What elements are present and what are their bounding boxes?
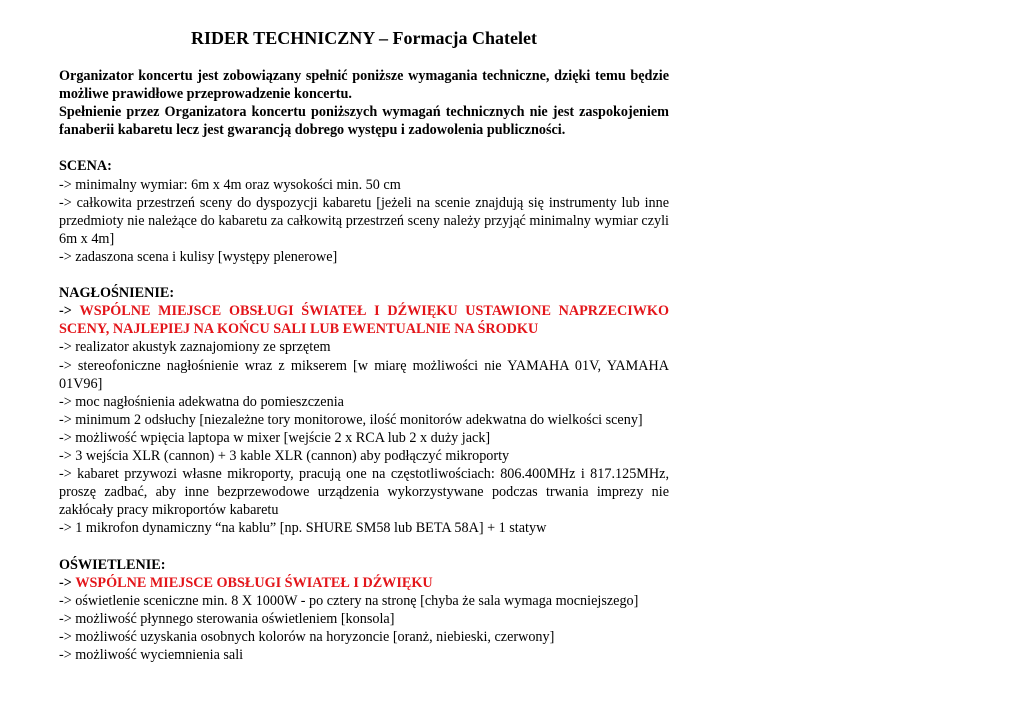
list-item: -> minimum 2 odsłuchy [niezależne tory monitorowe, ilość monitorów adekwatna do wielkości sceny] bbox=[59, 411, 643, 428]
list-item: -> 1 mikrofon dynamiczny “na kablu” [np. SHURE SM58 lub BETA 58A] + 1 statyw bbox=[59, 520, 547, 537]
list-item: -> stereofoniczne nagłośnienie wraz z mikserem [w miarę możliwości nie YAMAHA 01V, YAMAHA 01V96] bbox=[59, 357, 669, 392]
list-item: -> możliwość uzyskania osobnych kolorów na horyzoncie [oranż, niebieski, czerwony] bbox=[59, 628, 555, 645]
list-item: -> minimalny wymiar: 6m x 4m oraz wysokości min. 50 cm bbox=[59, 176, 401, 193]
arrow-marker: -> bbox=[59, 303, 72, 320]
list-item: -> oświetlenie sceniczne min. 8 X 1000W - po cztery na stronę [chyba że sala wymaga mocniejszego] bbox=[59, 592, 639, 609]
list-item: -> realizator akustyk zaznajomiony ze sprzętem bbox=[59, 339, 331, 356]
section-oswietlenie bbox=[59, 556, 669, 665]
list-item: -> możliwość płynnego sterowania oświetleniem [konsola] bbox=[59, 610, 395, 627]
list-item: -> moc nagłośnienia adekwatna do pomieszczenia bbox=[59, 393, 344, 410]
section-heading: NAGŁOŚNIENIE: bbox=[59, 285, 175, 302]
section-scena bbox=[59, 157, 669, 266]
section-naglosnienie bbox=[59, 284, 669, 537]
list-item: -> kabaret przywozi własne mikroporty, pracują one na częstotliwościach: 806.400MHz i 817.125MHz, proszę zadbać, aby inne bezprzewodowe urządzenia wykorzystywane podczas trwania imprezy nie zakłócały pracy mikroportów kabaretu bbox=[59, 466, 669, 519]
intro-paragraph-1: Organizator koncertu jest zobowiązany spełnić poniższe wymagania techniczne, dzięki temu będzie możliwe prawidłowe przeprowadzenie koncertu. bbox=[59, 68, 669, 103]
list-item: -> zadaszona scena i kulisy [występy plenerowe] bbox=[59, 248, 338, 265]
section-heading: SCENA: bbox=[59, 158, 112, 175]
arrow-marker: -> bbox=[59, 574, 72, 591]
highlight-item bbox=[59, 302, 669, 338]
intro-paragraph-2: Spełnienie przez Organizatora koncertu poniższych wymagań technicznych nie jest zaspokojeniem fanaberii kabaretu lecz jest gwarancją dobrego występu i zadowolenia publiczności. bbox=[59, 104, 669, 139]
highlight-text: WSPÓLNE MIEJSCE OBSŁUGI ŚWIATEŁ I DŹWIĘKU bbox=[75, 574, 433, 591]
section-heading: OŚWIETLENIE: bbox=[59, 556, 166, 573]
list-item: -> możliwość wpięcia laptopa w mixer [wejście 2 x RCA lub 2 x duży jack] bbox=[59, 429, 491, 446]
list-item: -> 3 wejścia XLR (cannon) + 3 kable XLR (cannon) aby podłączyć mikroporty bbox=[59, 447, 510, 464]
highlight-item bbox=[59, 574, 669, 592]
list-item: -> możliwość wyciemnienia sali bbox=[59, 647, 244, 663]
list-item: -> całkowita przestrzeń sceny do dyspozycji kabaretu [jeżeli na scenie znajdują się instrumenty lub inne przedmioty nie należące do kabaretu za całkowitą przestrzeń sceny należy przyjąć minimalny wymiar czyli 6m x 4m] bbox=[59, 194, 669, 247]
document-title: RIDER TECHNICZNY – Formacja Chatelet bbox=[191, 28, 537, 48]
document-page bbox=[59, 26, 669, 664]
highlight-text: WSPÓLNE MIEJSCE OBSŁUGI ŚWIATEŁ I DŹWIĘKU USTAWIONE NAPRZECIWKO SCENY, NAJLEPIEJ NA KOŃCU SALI LUB EWENTUALNIE NA ŚRODKU bbox=[59, 303, 669, 338]
